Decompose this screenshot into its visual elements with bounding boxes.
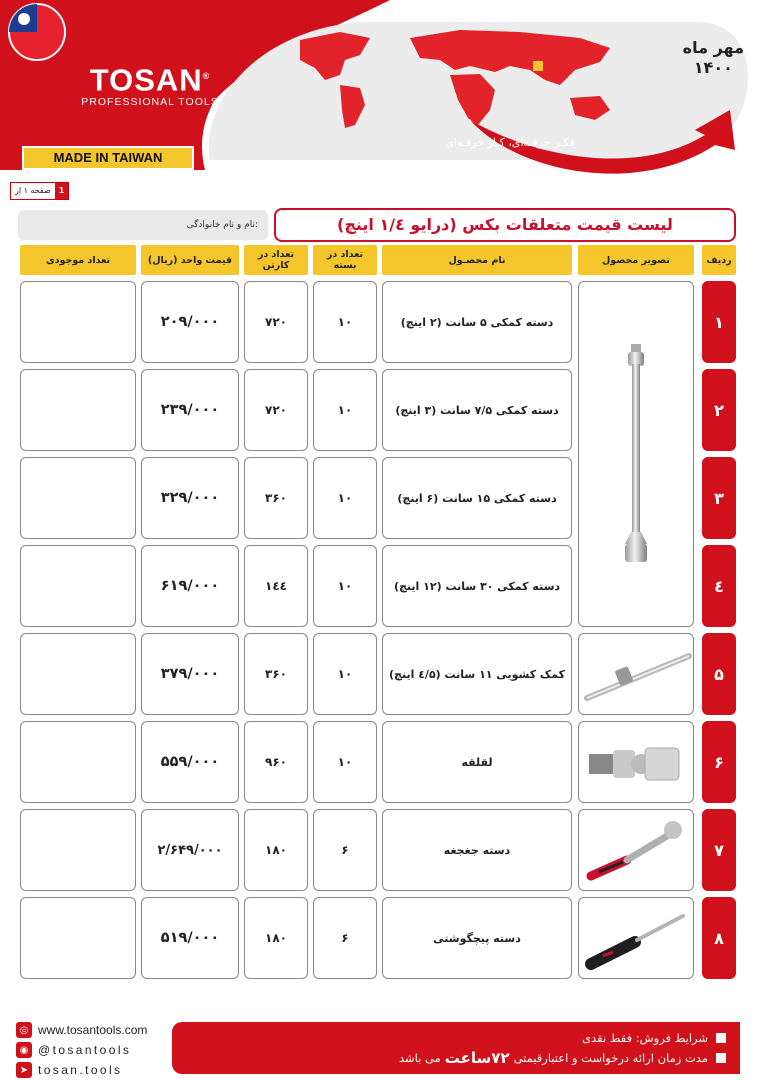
instagram-link[interactable] bbox=[16, 1040, 176, 1060]
product-name: کمک کشویی ۱۱ سانت (٤/۵ اینچ) bbox=[382, 633, 572, 715]
pack-qty: ۱۰ bbox=[313, 457, 377, 539]
carton-qty: ۷۲۰ bbox=[244, 281, 308, 363]
row-number: ۷ bbox=[702, 809, 736, 891]
date-block bbox=[683, 38, 744, 78]
col-header-name: نام محصـول bbox=[382, 245, 572, 275]
unit-price: ۲/۶۴۹/۰۰۰ bbox=[141, 809, 239, 891]
row-number: ۱ bbox=[702, 281, 736, 363]
unit-price: ۲۳۹/۰۰۰ bbox=[141, 369, 239, 451]
row-number: ۵ bbox=[702, 633, 736, 715]
stock-input[interactable] bbox=[20, 369, 136, 451]
stock-input[interactable] bbox=[20, 633, 136, 715]
taiwan-flag-icon bbox=[9, 4, 65, 60]
unit-price: ۲۰۹/۰۰۰ bbox=[141, 281, 239, 363]
social-links bbox=[16, 1020, 176, 1080]
brand-logo bbox=[60, 60, 240, 108]
telegram-icon: ➤ bbox=[16, 1062, 32, 1078]
page-label: صفحه ۱ از bbox=[15, 186, 51, 195]
page-indicator bbox=[10, 182, 69, 200]
pack-qty: ۱۰ bbox=[313, 545, 377, 627]
product-image-sliding-t-bar bbox=[578, 633, 694, 715]
col-header-stock: تعداد موجودی bbox=[20, 245, 136, 275]
page-number: 1 bbox=[55, 183, 69, 199]
product-name: لقلقه bbox=[382, 721, 572, 803]
stock-input[interactable] bbox=[20, 281, 136, 363]
website-text: www.tosantools.com bbox=[38, 1023, 148, 1037]
product-name: دسته کمکی ۵ سانت (۲ اینچ) bbox=[382, 281, 572, 363]
term-validity-hours: ۷۲ساعت bbox=[444, 1049, 510, 1067]
unit-price: ۵۱۹/۰۰۰ bbox=[141, 897, 239, 979]
carton-qty: ۳۶۰ bbox=[244, 457, 308, 539]
unit-price: ۳۲۹/۰۰۰ bbox=[141, 457, 239, 539]
product-name: دسته جغجغه bbox=[382, 809, 572, 891]
unit-price: ۵۵۹/۰۰۰ bbox=[141, 721, 239, 803]
instagram-text: @tosantools bbox=[38, 1043, 132, 1057]
slogan: فکـر حرفـه‌ای، کـار حرفـه‌ای bbox=[445, 136, 575, 149]
ratchet-icon bbox=[579, 810, 694, 891]
pack-qty: ۱۰ bbox=[313, 369, 377, 451]
bullet-square-icon bbox=[716, 1033, 726, 1043]
brand-name: TOSAN bbox=[89, 62, 203, 98]
term-validity-post: می باشد bbox=[398, 1051, 441, 1065]
pack-qty: ۱۰ bbox=[313, 281, 377, 363]
col-header-image: تصویر محصول bbox=[578, 245, 694, 275]
row-number: ۸ bbox=[702, 897, 736, 979]
product-image-ratchet bbox=[578, 809, 694, 891]
stock-input[interactable] bbox=[20, 721, 136, 803]
bullet-square-icon bbox=[716, 1053, 726, 1063]
pack-qty: ۶ bbox=[313, 809, 377, 891]
carton-qty: ۱٤٤ bbox=[244, 545, 308, 627]
row-number: ۳ bbox=[702, 457, 736, 539]
product-name: دسته پیچگوشتی bbox=[382, 897, 572, 979]
unit-price: ۳۷۹/۰۰۰ bbox=[141, 633, 239, 715]
term-validity bbox=[186, 1048, 726, 1068]
product-image-extension-bar bbox=[578, 281, 694, 627]
pack-qty: ۶ bbox=[313, 897, 377, 979]
col-header-price: قیمت واحد (ریال) bbox=[141, 245, 239, 275]
term-validity-pre: مدت زمان ارائه درخواست و اعتبارقیمتی bbox=[513, 1051, 708, 1065]
term-payment bbox=[186, 1028, 726, 1048]
page-title: لیست قیمت متعلقات بکس (درایو ۱/٤ اینچ) bbox=[274, 208, 736, 242]
customer-name-field[interactable]: نام و نام خانوادگی: bbox=[18, 210, 268, 240]
col-header-carton: تعداد در کارتن bbox=[244, 245, 308, 275]
instagram-icon: ◉ bbox=[16, 1042, 32, 1058]
product-name: دسته کمکی ۳۰ سانت (۱۲ اینچ) bbox=[382, 545, 572, 627]
carton-qty: ۷۲۰ bbox=[244, 369, 308, 451]
row-number: ۶ bbox=[702, 721, 736, 803]
carton-qty: ۱۸۰ bbox=[244, 897, 308, 979]
extension-bar-icon bbox=[579, 282, 694, 627]
product-image-universal-joint bbox=[578, 721, 694, 803]
product-name: دسته کمکی ۷/۵ سانت (۳ اینچ) bbox=[382, 369, 572, 451]
unit-price: ۶۱۹/۰۰۰ bbox=[141, 545, 239, 627]
term-payment-value: فقط نقدی bbox=[582, 1031, 633, 1045]
pack-qty: ۱۰ bbox=[313, 633, 377, 715]
telegram-link[interactable] bbox=[16, 1060, 176, 1080]
col-header-row: ردیف bbox=[702, 245, 736, 275]
pack-qty: ۱۰ bbox=[313, 721, 377, 803]
product-name: دسته کمکی ۱۵ سانت (۶ اینچ) bbox=[382, 457, 572, 539]
date-month: مهر ماه bbox=[682, 38, 744, 57]
date-year: ۱۴۰۰ bbox=[693, 58, 733, 77]
carton-qty: ۱۸۰ bbox=[244, 809, 308, 891]
stock-input[interactable] bbox=[20, 897, 136, 979]
screwdriver-handle-icon bbox=[579, 898, 694, 979]
universal-joint-icon bbox=[579, 722, 694, 803]
sales-terms bbox=[172, 1022, 740, 1074]
header bbox=[0, 0, 762, 200]
row-number: ۲ bbox=[702, 369, 736, 451]
sliding-t-bar-icon bbox=[579, 634, 694, 715]
globe-icon: ◎ bbox=[16, 1022, 32, 1038]
stock-input[interactable] bbox=[20, 809, 136, 891]
carton-qty: ۹۶۰ bbox=[244, 721, 308, 803]
brand-subtitle: PROFESSIONAL TOOLS bbox=[81, 96, 219, 109]
telegram-text: tosan.tools bbox=[38, 1063, 123, 1077]
carton-qty: ۳۶۰ bbox=[244, 633, 308, 715]
registered-mark: ® bbox=[202, 71, 211, 81]
made-in-badge: MADE IN TAIWAN bbox=[22, 146, 194, 170]
stock-input[interactable] bbox=[20, 457, 136, 539]
website-link[interactable] bbox=[16, 1020, 176, 1040]
term-payment-label: شرایط فروش: bbox=[635, 1031, 708, 1045]
row-number: ٤ bbox=[702, 545, 736, 627]
stock-input[interactable] bbox=[20, 545, 136, 627]
col-header-pack: تعداد در بسته bbox=[313, 245, 377, 275]
product-image-screwdriver-handle bbox=[578, 897, 694, 979]
